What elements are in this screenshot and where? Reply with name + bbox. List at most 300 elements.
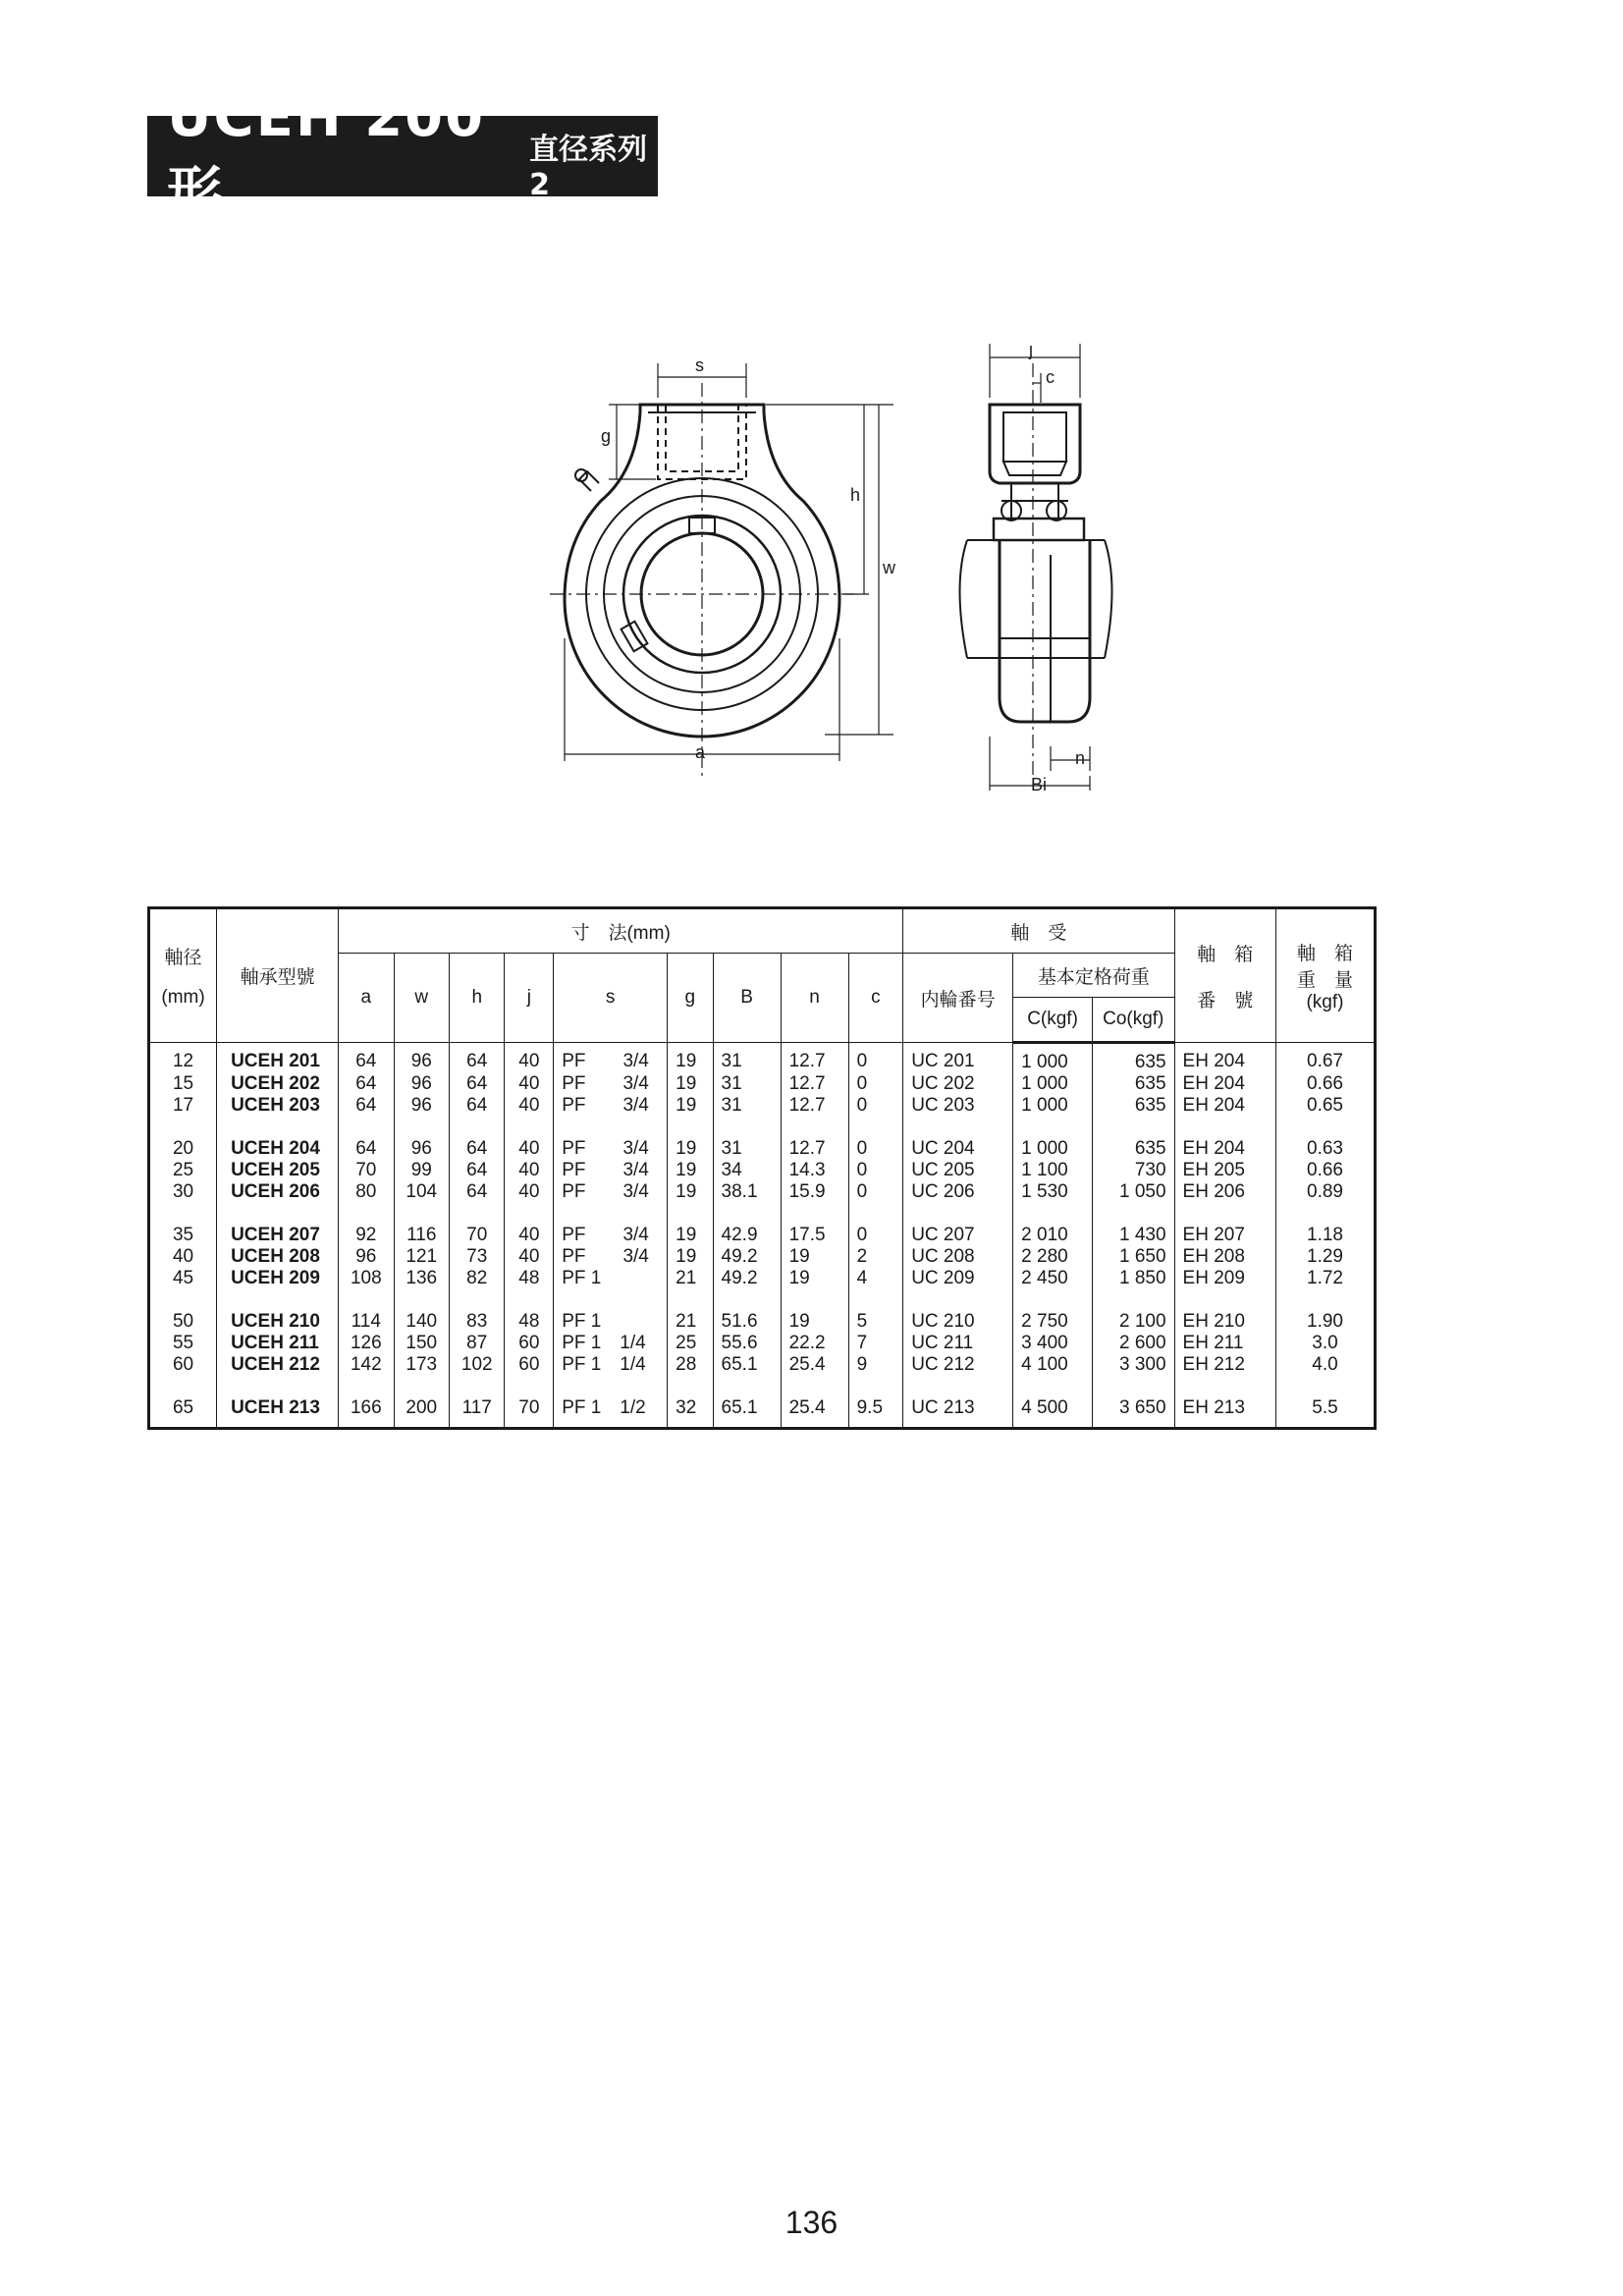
- spacer-cell: [1174, 1203, 1275, 1225]
- group-spacer: [149, 1117, 1376, 1138]
- model-cell: UCEH 213: [217, 1397, 339, 1429]
- spacer-cell: [505, 1376, 554, 1397]
- title-banner: [147, 84, 658, 225]
- group-spacer: [149, 1289, 1376, 1311]
- table-cell: 15.9: [781, 1181, 848, 1203]
- table-cell: 87: [450, 1333, 505, 1354]
- table-cell: 31: [713, 1095, 781, 1117]
- spacer-cell: [149, 1289, 217, 1311]
- table-cell: 4 500: [1013, 1397, 1093, 1429]
- table-cell: 635: [1092, 1073, 1174, 1095]
- spacer-cell: [903, 1203, 1013, 1225]
- table-row: [149, 1311, 1376, 1333]
- table-cell: 20: [149, 1138, 217, 1160]
- table-cell: 70: [450, 1225, 505, 1246]
- table-cell: 12.7: [781, 1138, 848, 1160]
- table-cell: 28: [668, 1354, 713, 1376]
- table-cell: 166: [339, 1397, 394, 1429]
- table-cell: 80: [339, 1181, 394, 1203]
- spacer-cell: [1275, 1117, 1375, 1138]
- table-cell: 12.7: [781, 1073, 848, 1095]
- table-cell: 0: [848, 1181, 903, 1203]
- table-cell: 0: [848, 1225, 903, 1246]
- table-cell: PF 1 1/2: [554, 1397, 668, 1429]
- table-cell: 64: [450, 1138, 505, 1160]
- table-row: [149, 1043, 1376, 1074]
- table-cell: 65.1: [713, 1397, 781, 1429]
- table-cell: PF 3/4: [554, 1043, 668, 1074]
- table-cell: 38.1: [713, 1181, 781, 1203]
- table-cell: UC 207: [903, 1225, 1013, 1246]
- table-cell: 64: [450, 1043, 505, 1074]
- spacer-cell: [781, 1203, 848, 1225]
- spacer-cell: [450, 1376, 505, 1397]
- spacer-cell: [1275, 1203, 1375, 1225]
- table-cell: 55.6: [713, 1333, 781, 1354]
- header-inner-no: 内輪番号: [903, 954, 1013, 1043]
- table-cell: 42.9: [713, 1225, 781, 1246]
- spacer-cell: [394, 1376, 449, 1397]
- table-cell: PF 3/4: [554, 1246, 668, 1268]
- table-row: [149, 1073, 1376, 1095]
- table-row: [149, 1160, 1376, 1181]
- table-cell: 96: [394, 1138, 449, 1160]
- header-col-j: j: [505, 954, 554, 1043]
- table-cell: PF 3/4: [554, 1160, 668, 1181]
- table-cell: 35: [149, 1225, 217, 1246]
- table-cell: 140: [394, 1311, 449, 1333]
- table-cell: 99: [394, 1160, 449, 1181]
- table-cell: EH 206: [1174, 1181, 1275, 1203]
- label-a: a: [695, 742, 706, 762]
- model-cell: UCEH 212: [217, 1354, 339, 1376]
- model-cell: UCEH 210: [217, 1311, 339, 1333]
- spacer-cell: [668, 1117, 713, 1138]
- table-cell: 0: [848, 1160, 903, 1181]
- table-cell: 121: [394, 1246, 449, 1268]
- header-col-b: B: [713, 954, 781, 1043]
- model-cell: UCEH 201: [217, 1043, 339, 1074]
- table-cell: 19: [668, 1043, 713, 1074]
- table-cell: 40: [505, 1225, 554, 1246]
- table-row: [149, 1268, 1376, 1289]
- spacer-cell: [1013, 1203, 1093, 1225]
- table-cell: 51.6: [713, 1311, 781, 1333]
- table-cell: 635: [1092, 1138, 1174, 1160]
- group-spacer: [149, 1203, 1376, 1225]
- table-cell: 45: [149, 1268, 217, 1289]
- table-cell: 2 600: [1092, 1333, 1174, 1354]
- spacer-cell: [554, 1376, 668, 1397]
- spacer-cell: [1275, 1289, 1375, 1311]
- table-cell: 40: [505, 1160, 554, 1181]
- table-cell: 64: [339, 1043, 394, 1074]
- table-cell: 40: [505, 1138, 554, 1160]
- table-cell: UC 203: [903, 1095, 1013, 1117]
- table-cell: 19: [781, 1311, 848, 1333]
- table-cell: PF 3/4: [554, 1138, 668, 1160]
- label-w: w: [883, 558, 895, 577]
- spacer-cell: [149, 1376, 217, 1397]
- table-cell: PF 1: [554, 1311, 668, 1333]
- table-cell: 25.4: [781, 1397, 848, 1429]
- table-cell: 31: [713, 1073, 781, 1095]
- table-cell: 1.18: [1275, 1225, 1375, 1246]
- table-cell: 31: [713, 1138, 781, 1160]
- spacer-cell: [848, 1376, 903, 1397]
- table-row: [149, 1397, 1376, 1429]
- table-cell: 142: [339, 1354, 394, 1376]
- spacer-cell: [505, 1117, 554, 1138]
- spacer-cell: [339, 1289, 394, 1311]
- header-dimensions: 寸 法(mm): [339, 908, 903, 954]
- table-cell: 19: [781, 1246, 848, 1268]
- table-cell: 0: [848, 1138, 903, 1160]
- table-cell: UC 205: [903, 1160, 1013, 1181]
- table-cell: 0.65: [1275, 1095, 1375, 1117]
- model-cell: UCEH 203: [217, 1095, 339, 1117]
- spacer-cell: [713, 1376, 781, 1397]
- header-weight: 軸 箱 重 量 (kgf): [1275, 908, 1375, 1043]
- table-cell: 9: [848, 1354, 903, 1376]
- table-cell: 15: [149, 1073, 217, 1095]
- spacer-cell: [450, 1203, 505, 1225]
- specification-body: [149, 1043, 1376, 1429]
- model-cell: UCEH 207: [217, 1225, 339, 1246]
- model-cell: UCEH 206: [217, 1181, 339, 1203]
- model-cell: UCEH 202: [217, 1073, 339, 1095]
- spacer-cell: [217, 1203, 339, 1225]
- table-cell: 1 100: [1013, 1160, 1093, 1181]
- spacer-cell: [149, 1203, 217, 1225]
- table-cell: PF 1: [554, 1268, 668, 1289]
- header-col-w: w: [394, 954, 449, 1043]
- table-cell: 116: [394, 1225, 449, 1246]
- spacer-cell: [554, 1289, 668, 1311]
- label-j: j: [1029, 344, 1033, 359]
- spacer-cell: [217, 1117, 339, 1138]
- table-cell: 0: [848, 1073, 903, 1095]
- side-view: [960, 363, 1112, 776]
- spacer-cell: [713, 1289, 781, 1311]
- spacer-cell: [149, 1117, 217, 1138]
- table-cell: 14.3: [781, 1160, 848, 1181]
- spacer-cell: [450, 1289, 505, 1311]
- table-cell: 64: [450, 1095, 505, 1117]
- header-c0-load: Co(kgf): [1092, 998, 1174, 1043]
- table-cell: 0: [848, 1043, 903, 1074]
- model-cell: UCEH 205: [217, 1160, 339, 1181]
- table-cell: PF 3/4: [554, 1181, 668, 1203]
- table-cell: 0.67: [1275, 1043, 1375, 1074]
- table-cell: 64: [339, 1138, 394, 1160]
- table-cell: 40: [505, 1043, 554, 1074]
- spacer-cell: [339, 1117, 394, 1138]
- technical-drawing: [530, 344, 1217, 805]
- table-cell: 12.7: [781, 1095, 848, 1117]
- header-col-h: h: [450, 954, 505, 1043]
- table-cell: 3 300: [1092, 1354, 1174, 1376]
- table-cell: PF 3/4: [554, 1073, 668, 1095]
- table-cell: EH 205: [1174, 1160, 1275, 1181]
- table-cell: 2 750: [1013, 1311, 1093, 1333]
- table-cell: 25: [668, 1333, 713, 1354]
- table-cell: 19: [668, 1181, 713, 1203]
- table-cell: 2 450: [1013, 1268, 1093, 1289]
- spacer-cell: [848, 1117, 903, 1138]
- spacer-cell: [1092, 1117, 1174, 1138]
- table-cell: 49.2: [713, 1268, 781, 1289]
- table-cell: PF 1 1/4: [554, 1333, 668, 1354]
- table-row: [149, 1138, 1376, 1160]
- table-cell: 635: [1092, 1095, 1174, 1117]
- table-cell: 0.66: [1275, 1073, 1375, 1095]
- spacer-cell: [1092, 1289, 1174, 1311]
- spacer-cell: [1174, 1117, 1275, 1138]
- header-col-s: s: [554, 954, 668, 1043]
- label-h: h: [850, 485, 861, 505]
- header-housing: 軸 箱 番 號: [1174, 908, 1275, 1043]
- table-cell: 5: [848, 1311, 903, 1333]
- table-cell: EH 212: [1174, 1354, 1275, 1376]
- table-cell: 5.5: [1275, 1397, 1375, 1429]
- table-cell: UC 206: [903, 1181, 1013, 1203]
- table-cell: 21: [668, 1268, 713, 1289]
- table-cell: 64: [339, 1073, 394, 1095]
- table-cell: EH 213: [1174, 1397, 1275, 1429]
- table-cell: 19: [668, 1095, 713, 1117]
- table-cell: 60: [149, 1354, 217, 1376]
- header-model: 軸承型號: [217, 908, 339, 1043]
- table-cell: EH 208: [1174, 1246, 1275, 1268]
- title-model: UCEH 200形: [167, 84, 486, 225]
- table-cell: 4: [848, 1268, 903, 1289]
- table-cell: 1 430: [1092, 1225, 1174, 1246]
- table-cell: UC 204: [903, 1138, 1013, 1160]
- table-cell: 19: [668, 1073, 713, 1095]
- spacer-cell: [1174, 1376, 1275, 1397]
- table-cell: 3.0: [1275, 1333, 1375, 1354]
- table-cell: 126: [339, 1333, 394, 1354]
- spacer-cell: [217, 1289, 339, 1311]
- table-cell: 0.89: [1275, 1181, 1375, 1203]
- table-cell: EH 204: [1174, 1043, 1275, 1074]
- table-cell: 19: [781, 1268, 848, 1289]
- table-cell: 40: [505, 1246, 554, 1268]
- header-col-g: g: [668, 954, 713, 1043]
- table-row: [149, 1246, 1376, 1268]
- table-cell: 48: [505, 1268, 554, 1289]
- table-row: [149, 1225, 1376, 1246]
- table-cell: UC 201: [903, 1043, 1013, 1074]
- spacer-cell: [781, 1376, 848, 1397]
- table-cell: 96: [339, 1246, 394, 1268]
- table-cell: 64: [450, 1181, 505, 1203]
- title-series: 直径系列2: [529, 132, 648, 202]
- group-spacer: [149, 1376, 1376, 1397]
- table-cell: PF 3/4: [554, 1225, 668, 1246]
- table-cell: 102: [450, 1354, 505, 1376]
- table-cell: 31: [713, 1043, 781, 1074]
- spacer-cell: [394, 1117, 449, 1138]
- label-c: c: [1046, 367, 1055, 387]
- table-cell: 40: [149, 1246, 217, 1268]
- spacer-cell: [848, 1203, 903, 1225]
- spacer-cell: [903, 1117, 1013, 1138]
- specification-table: [147, 906, 1377, 1430]
- page-number: 136: [784, 2205, 839, 2240]
- spacer-cell: [1013, 1376, 1093, 1397]
- table-cell: 108: [339, 1268, 394, 1289]
- table-cell: 83: [450, 1311, 505, 1333]
- table-cell: 1 000: [1013, 1138, 1093, 1160]
- table-cell: 1 000: [1013, 1073, 1093, 1095]
- table-cell: 9.5: [848, 1397, 903, 1429]
- table-cell: 21: [668, 1311, 713, 1333]
- table-cell: 19: [668, 1138, 713, 1160]
- table-cell: PF 1 1/4: [554, 1354, 668, 1376]
- table-cell: 92: [339, 1225, 394, 1246]
- model-cell: UCEH 204: [217, 1138, 339, 1160]
- table-cell: 1.72: [1275, 1268, 1375, 1289]
- table-cell: UC 212: [903, 1354, 1013, 1376]
- table-cell: EH 209: [1174, 1268, 1275, 1289]
- table-cell: 60: [505, 1354, 554, 1376]
- table-cell: UC 211: [903, 1333, 1013, 1354]
- table-cell: 0.66: [1275, 1160, 1375, 1181]
- spacer-cell: [394, 1289, 449, 1311]
- table-cell: 12.7: [781, 1043, 848, 1074]
- table-cell: 117: [450, 1397, 505, 1429]
- table-cell: 64: [339, 1095, 394, 1117]
- table-cell: 96: [394, 1095, 449, 1117]
- spacer-cell: [505, 1203, 554, 1225]
- spacer-cell: [713, 1117, 781, 1138]
- table-cell: EH 207: [1174, 1225, 1275, 1246]
- spacer-cell: [1174, 1289, 1275, 1311]
- table-cell: UC 208: [903, 1246, 1013, 1268]
- table-cell: 730: [1092, 1160, 1174, 1181]
- label-bi: Bi: [1031, 775, 1048, 794]
- table-cell: 1 530: [1013, 1181, 1093, 1203]
- spacer-cell: [848, 1289, 903, 1311]
- table-cell: 150: [394, 1333, 449, 1354]
- table-cell: 17: [149, 1095, 217, 1117]
- table-cell: 25.4: [781, 1354, 848, 1376]
- table-cell: 17.5: [781, 1225, 848, 1246]
- table-cell: 50: [149, 1311, 217, 1333]
- table-cell: 0: [848, 1095, 903, 1117]
- table-cell: 173: [394, 1354, 449, 1376]
- spacer-cell: [217, 1376, 339, 1397]
- table-cell: 0.63: [1275, 1138, 1375, 1160]
- spacer-cell: [339, 1203, 394, 1225]
- table-row: [149, 1354, 1376, 1376]
- table-cell: 25: [149, 1160, 217, 1181]
- table-cell: 635: [1092, 1043, 1174, 1074]
- spacer-cell: [781, 1289, 848, 1311]
- table-cell: 82: [450, 1268, 505, 1289]
- table-cell: 1 000: [1013, 1095, 1093, 1117]
- table-cell: 34: [713, 1160, 781, 1181]
- model-cell: UCEH 211: [217, 1333, 339, 1354]
- table-cell: 73: [450, 1246, 505, 1268]
- table-cell: 1 050: [1092, 1181, 1174, 1203]
- header-bearing: 軸 受: [903, 908, 1174, 954]
- table-cell: 30: [149, 1181, 217, 1203]
- table-cell: 1.90: [1275, 1311, 1375, 1333]
- table-cell: 19: [668, 1160, 713, 1181]
- spacer-cell: [394, 1203, 449, 1225]
- table-cell: 19: [668, 1225, 713, 1246]
- table-cell: 1 000: [1013, 1043, 1093, 1074]
- spacer-cell: [1275, 1376, 1375, 1397]
- table-row: [149, 1181, 1376, 1203]
- table-row: [149, 1333, 1376, 1354]
- table-cell: 2 010: [1013, 1225, 1093, 1246]
- table-cell: 200: [394, 1397, 449, 1429]
- table-cell: 12: [149, 1043, 217, 1074]
- spacer-cell: [450, 1117, 505, 1138]
- table-cell: 3 650: [1092, 1397, 1174, 1429]
- table-cell: EH 211: [1174, 1333, 1275, 1354]
- table-cell: 40: [505, 1073, 554, 1095]
- table-cell: 64: [450, 1073, 505, 1095]
- table-cell: 2 100: [1092, 1311, 1174, 1333]
- table-cell: 96: [394, 1043, 449, 1074]
- spacer-cell: [668, 1203, 713, 1225]
- table-cell: 1 650: [1092, 1246, 1174, 1268]
- label-s: s: [695, 355, 704, 375]
- table-cell: PF 3/4: [554, 1095, 668, 1117]
- label-g: g: [601, 426, 612, 446]
- table-cell: 96: [394, 1073, 449, 1095]
- table-cell: UC 213: [903, 1397, 1013, 1429]
- spacer-cell: [554, 1117, 668, 1138]
- table-cell: EH 210: [1174, 1311, 1275, 1333]
- table-cell: 2 280: [1013, 1246, 1093, 1268]
- table-cell: 32: [668, 1397, 713, 1429]
- table-cell: 48: [505, 1311, 554, 1333]
- table-cell: UC 209: [903, 1268, 1013, 1289]
- table-cell: UC 210: [903, 1311, 1013, 1333]
- table-cell: 64: [450, 1160, 505, 1181]
- spacer-cell: [903, 1376, 1013, 1397]
- table-cell: 22.2: [781, 1333, 848, 1354]
- spacer-cell: [554, 1203, 668, 1225]
- header-col-c: c: [848, 954, 903, 1043]
- table-cell: 60: [505, 1333, 554, 1354]
- spacer-cell: [1092, 1376, 1174, 1397]
- spacer-cell: [713, 1203, 781, 1225]
- header-c-load: C(kgf): [1013, 998, 1093, 1043]
- table-cell: 70: [339, 1160, 394, 1181]
- spacer-cell: [781, 1117, 848, 1138]
- front-view: [550, 383, 854, 776]
- model-cell: UCEH 208: [217, 1246, 339, 1268]
- spacer-cell: [903, 1289, 1013, 1311]
- table-cell: 3 400: [1013, 1333, 1093, 1354]
- table-cell: 40: [505, 1095, 554, 1117]
- spacer-cell: [505, 1289, 554, 1311]
- table-cell: 4.0: [1275, 1354, 1375, 1376]
- header-col-n: n: [781, 954, 848, 1043]
- table-cell: 1.29: [1275, 1246, 1375, 1268]
- table-cell: 19: [668, 1246, 713, 1268]
- table-cell: 55: [149, 1333, 217, 1354]
- table-cell: UC 202: [903, 1073, 1013, 1095]
- table-cell: EH 204: [1174, 1073, 1275, 1095]
